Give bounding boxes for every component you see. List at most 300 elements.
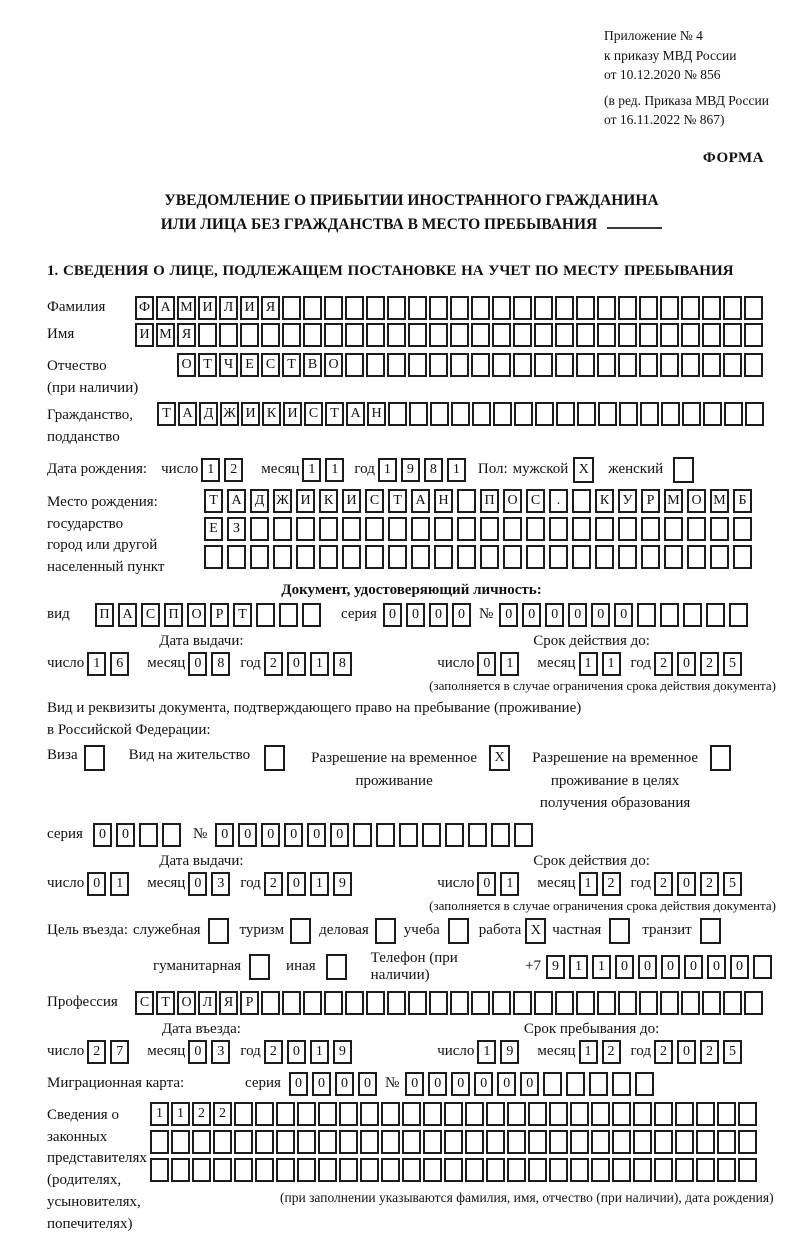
entry-day-input[interactable] [87,1040,133,1064]
char-cell[interactable] [208,918,229,944]
char-cell[interactable] [660,603,679,627]
char-cell[interactable] [549,545,568,569]
char-cell[interactable]: 2 [224,458,243,482]
char-cell[interactable] [471,296,490,320]
char-cell[interactable]: 5 [723,652,742,676]
doc-issue-year-input[interactable] [264,652,356,676]
entry-year-input[interactable] [264,1040,356,1064]
char-cell[interactable] [402,1102,421,1126]
char-cell[interactable]: 1 [500,652,519,676]
char-cell[interactable] [471,323,490,347]
char-cell[interactable] [618,353,637,377]
char-cell[interactable] [724,402,743,426]
char-cell[interactable] [423,1102,442,1126]
char-cell[interactable] [324,323,343,347]
char-cell[interactable] [639,991,658,1015]
char-cell[interactable] [702,296,721,320]
char-cell[interactable]: П [480,489,499,513]
char-cell[interactable]: 1 [110,872,129,896]
char-cell[interactable] [633,1158,652,1182]
char-cell[interactable] [366,353,385,377]
char-cell[interactable] [597,296,616,320]
char-cell[interactable] [296,517,315,541]
char-cell[interactable] [681,296,700,320]
char-cell[interactable] [387,991,406,1015]
char-cell[interactable] [450,296,469,320]
char-cell[interactable] [528,1158,547,1182]
birth-place-line1-input[interactable] [204,489,756,513]
char-cell[interactable]: 0 [684,955,703,979]
char-cell[interactable]: С [135,991,154,1015]
char-cell[interactable]: С [304,402,323,426]
char-cell[interactable] [250,517,269,541]
char-cell[interactable] [282,991,301,1015]
char-cell[interactable] [534,991,553,1015]
char-cell[interactable]: А [346,402,365,426]
char-cell[interactable] [318,1102,337,1126]
char-cell[interactable] [696,1102,715,1126]
char-cell[interactable]: 1 [569,955,588,979]
char-cell[interactable]: Т [157,402,176,426]
birth-place-line3-input[interactable] [204,545,756,569]
char-cell[interactable] [366,296,385,320]
char-cell[interactable]: 3 [211,1040,230,1064]
char-cell[interactable] [492,991,511,1015]
char-cell[interactable]: 6 [110,652,129,676]
char-cell[interactable] [597,353,616,377]
char-cell[interactable] [255,1102,274,1126]
char-cell[interactable] [234,1158,253,1182]
char-cell[interactable] [486,1102,505,1126]
char-cell[interactable] [555,991,574,1015]
char-cell[interactable]: С [261,353,280,377]
char-cell[interactable]: 0 [289,1072,308,1096]
char-cell[interactable] [572,489,591,513]
char-cell[interactable] [303,323,322,347]
char-cell[interactable] [717,1102,736,1126]
char-cell[interactable]: 0 [307,823,326,847]
char-cell[interactable]: Я [219,991,238,1015]
char-cell[interactable]: Т [388,489,407,513]
char-cell[interactable] [402,1158,421,1182]
char-cell[interactable] [738,1130,757,1154]
char-cell[interactable] [492,323,511,347]
char-cell[interactable] [577,402,596,426]
char-cell[interactable]: 0 [677,872,696,896]
char-cell[interactable]: 2 [264,1040,283,1064]
char-cell[interactable]: А [118,603,137,627]
char-cell[interactable] [576,353,595,377]
migration-number-input[interactable] [405,1072,658,1096]
char-cell[interactable]: 0 [677,652,696,676]
char-cell[interactable] [319,545,338,569]
char-cell[interactable]: Я [261,296,280,320]
char-cell[interactable] [612,1072,631,1096]
char-cell[interactable]: 0 [638,955,657,979]
char-cell[interactable]: 1 [150,1102,169,1126]
char-cell[interactable] [706,603,725,627]
char-cell[interactable]: 3 [211,872,230,896]
char-cell[interactable]: 0 [358,1072,377,1096]
char-cell[interactable] [150,1158,169,1182]
permit-valid-year-input[interactable] [654,872,746,896]
char-cell[interactable] [534,296,553,320]
char-cell[interactable] [276,1102,295,1126]
char-cell[interactable]: Л [198,991,217,1015]
char-cell[interactable]: В [303,353,322,377]
char-cell[interactable] [444,1130,463,1154]
char-cell[interactable] [450,991,469,1015]
char-cell[interactable] [744,323,763,347]
char-cell[interactable]: X [489,745,510,771]
purpose-tourism-checkbox[interactable] [290,918,313,944]
char-cell[interactable]: С [526,489,545,513]
char-cell[interactable]: 9 [333,872,352,896]
char-cell[interactable]: 0 [477,872,496,896]
char-cell[interactable]: О [503,489,522,513]
phone-input[interactable] [546,955,776,979]
char-cell[interactable]: 1 [310,1040,329,1064]
char-cell[interactable] [282,296,301,320]
char-cell[interactable] [273,545,292,569]
gender-female-checkbox[interactable] [673,457,696,483]
char-cell[interactable] [297,1102,316,1126]
char-cell[interactable] [388,517,407,541]
char-cell[interactable]: 1 [310,652,329,676]
char-cell[interactable] [723,991,742,1015]
permit-series-input[interactable] [93,823,185,847]
char-cell[interactable] [598,402,617,426]
char-cell[interactable]: С [141,603,160,627]
char-cell[interactable]: И [135,323,154,347]
char-cell[interactable] [595,517,614,541]
char-cell[interactable] [639,296,658,320]
char-cell[interactable] [555,353,574,377]
char-cell[interactable]: О [324,353,343,377]
char-cell[interactable]: 0 [87,872,106,896]
char-cell[interactable] [576,991,595,1015]
char-cell[interactable] [450,323,469,347]
char-cell[interactable] [702,323,721,347]
char-cell[interactable] [513,991,532,1015]
doc-issue-day-input[interactable] [87,652,133,676]
char-cell[interactable] [717,1130,736,1154]
char-cell[interactable] [700,918,721,944]
gender-male-checkbox[interactable] [573,457,596,483]
char-cell[interactable]: X [573,457,594,483]
char-cell[interactable] [639,353,658,377]
char-cell[interactable] [503,517,522,541]
char-cell[interactable] [641,517,660,541]
char-cell[interactable] [409,402,428,426]
char-cell[interactable] [434,545,453,569]
char-cell[interactable]: 0 [522,603,541,627]
char-cell[interactable]: 0 [568,603,587,627]
edu-permit-checkbox[interactable] [710,745,733,771]
char-cell[interactable] [429,353,448,377]
char-cell[interactable] [297,1130,316,1154]
char-cell[interactable] [360,1102,379,1126]
char-cell[interactable] [639,323,658,347]
doc-issue-month-input[interactable] [188,652,234,676]
char-cell[interactable]: 0 [287,1040,306,1064]
char-cell[interactable] [353,823,372,847]
char-cell[interactable] [399,823,418,847]
char-cell[interactable]: 0 [661,955,680,979]
char-cell[interactable]: 0 [215,823,234,847]
char-cell[interactable] [423,1130,442,1154]
permit-issue-month-input[interactable] [188,872,234,896]
char-cell[interactable] [633,1130,652,1154]
char-cell[interactable] [411,545,430,569]
char-cell[interactable] [192,1130,211,1154]
citizenship-input[interactable] [157,402,766,426]
char-cell[interactable] [549,517,568,541]
char-cell[interactable] [273,517,292,541]
char-cell[interactable] [528,1130,547,1154]
char-cell[interactable]: И [283,402,302,426]
char-cell[interactable]: М [177,296,196,320]
char-cell[interactable]: 0 [238,823,257,847]
char-cell[interactable]: 1 [171,1102,190,1126]
char-cell[interactable] [654,1102,673,1126]
doc-number-input[interactable] [499,603,752,627]
char-cell[interactable] [256,603,275,627]
title-blank-underline[interactable] [607,215,662,229]
char-cell[interactable]: 1 [579,652,598,676]
char-cell[interactable] [457,489,476,513]
char-cell[interactable]: О [687,489,706,513]
char-cell[interactable] [660,296,679,320]
char-cell[interactable]: 0 [188,1040,207,1064]
purpose-private-checkbox[interactable] [609,918,632,944]
char-cell[interactable] [444,1102,463,1126]
char-cell[interactable]: 1 [592,955,611,979]
char-cell[interactable] [681,353,700,377]
char-cell[interactable] [408,323,427,347]
char-cell[interactable]: И [240,296,259,320]
char-cell[interactable] [472,402,491,426]
char-cell[interactable]: 9 [401,458,420,482]
char-cell[interactable]: И [296,489,315,513]
char-cell[interactable]: С [365,489,384,513]
char-cell[interactable] [457,517,476,541]
char-cell[interactable] [296,545,315,569]
char-cell[interactable]: 0 [428,1072,447,1096]
char-cell[interactable]: Н [367,402,386,426]
char-cell[interactable] [618,517,637,541]
char-cell[interactable] [303,991,322,1015]
char-cell[interactable]: Ж [273,489,292,513]
char-cell[interactable] [388,402,407,426]
char-cell[interactable] [633,1102,652,1126]
char-cell[interactable] [250,545,269,569]
char-cell[interactable] [618,323,637,347]
char-cell[interactable]: 0 [677,1040,696,1064]
char-cell[interactable] [290,918,311,944]
char-cell[interactable] [326,954,347,980]
char-cell[interactable]: К [595,489,614,513]
char-cell[interactable] [240,323,259,347]
char-cell[interactable] [411,517,430,541]
char-cell[interactable]: Т [198,353,217,377]
birth-day-input[interactable] [201,458,247,482]
char-cell[interactable] [213,1158,232,1182]
char-cell[interactable] [255,1158,274,1182]
char-cell[interactable] [555,323,574,347]
char-cell[interactable]: К [319,489,338,513]
char-cell[interactable] [597,991,616,1015]
char-cell[interactable] [339,1102,358,1126]
char-cell[interactable]: Р [641,489,660,513]
char-cell[interactable] [640,402,659,426]
char-cell[interactable] [609,918,630,944]
char-cell[interactable]: 2 [264,652,283,676]
char-cell[interactable]: 0 [383,603,402,627]
char-cell[interactable]: 2 [264,872,283,896]
char-cell[interactable]: 0 [520,1072,539,1096]
char-cell[interactable] [570,1102,589,1126]
doc-series-input[interactable] [383,603,475,627]
char-cell[interactable]: Б [733,489,752,513]
char-cell[interactable]: 0 [615,955,634,979]
char-cell[interactable] [744,991,763,1015]
char-cell[interactable] [534,353,553,377]
char-cell[interactable]: 0 [93,823,112,847]
char-cell[interactable] [451,402,470,426]
char-cell[interactable] [744,353,763,377]
char-cell[interactable] [566,1072,585,1096]
purpose-study-checkbox[interactable] [448,918,471,944]
purpose-business-checkbox[interactable] [375,918,398,944]
char-cell[interactable]: А [178,402,197,426]
birth-place-line2-input[interactable] [204,517,756,541]
char-cell[interactable] [738,1102,757,1126]
char-cell[interactable] [549,1130,568,1154]
char-cell[interactable]: Т [282,353,301,377]
char-cell[interactable]: 2 [602,1040,621,1064]
char-cell[interactable]: Т [204,489,223,513]
char-cell[interactable]: 7 [110,1040,129,1064]
char-cell[interactable] [618,991,637,1015]
char-cell[interactable] [696,1130,715,1154]
char-cell[interactable] [673,457,694,483]
char-cell[interactable]: Д [250,489,269,513]
char-cell[interactable] [171,1130,190,1154]
char-cell[interactable]: 0 [287,872,306,896]
char-cell[interactable]: З [227,517,246,541]
char-cell[interactable]: П [95,603,114,627]
char-cell[interactable]: А [227,489,246,513]
char-cell[interactable]: 0 [335,1072,354,1096]
char-cell[interactable]: 2 [213,1102,232,1126]
char-cell[interactable]: 0 [188,872,207,896]
char-cell[interactable]: О [187,603,206,627]
char-cell[interactable]: Ф [135,296,154,320]
char-cell[interactable]: Ж [220,402,239,426]
char-cell[interactable] [249,954,270,980]
char-cell[interactable] [641,545,660,569]
char-cell[interactable] [171,1158,190,1182]
char-cell[interactable] [654,1130,673,1154]
char-cell[interactable]: 0 [545,603,564,627]
char-cell[interactable] [430,402,449,426]
char-cell[interactable] [264,745,285,771]
char-cell[interactable]: 0 [312,1072,331,1096]
purpose-work-checkbox[interactable] [525,918,548,944]
char-cell[interactable] [612,1158,631,1182]
char-cell[interactable] [360,1158,379,1182]
char-cell[interactable]: О [177,353,196,377]
char-cell[interactable] [319,517,338,541]
char-cell[interactable] [345,353,364,377]
char-cell[interactable] [576,296,595,320]
char-cell[interactable] [654,1158,673,1182]
char-cell[interactable]: 1 [325,458,344,482]
char-cell[interactable] [733,545,752,569]
char-cell[interactable]: О [177,991,196,1015]
char-cell[interactable]: Ч [219,353,238,377]
char-cell[interactable] [139,823,158,847]
migration-series-input[interactable] [289,1072,381,1096]
char-cell[interactable] [702,991,721,1015]
surname-input[interactable] [135,296,765,320]
char-cell[interactable] [429,296,448,320]
doc-valid-day-input[interactable] [477,652,523,676]
char-cell[interactable] [570,1130,589,1154]
char-cell[interactable] [408,991,427,1015]
profession-input[interactable] [135,991,765,1015]
stay-day-input[interactable] [477,1040,523,1064]
purpose-other-checkbox[interactable] [326,954,349,980]
char-cell[interactable]: И [241,402,260,426]
char-cell[interactable] [448,918,469,944]
char-cell[interactable]: 9 [333,1040,352,1064]
char-cell[interactable]: М [710,489,729,513]
char-cell[interactable] [675,1158,694,1182]
char-cell[interactable] [387,353,406,377]
char-cell[interactable] [491,823,510,847]
char-cell[interactable] [710,545,729,569]
char-cell[interactable]: Р [240,991,259,1015]
char-cell[interactable] [549,1158,568,1182]
char-cell[interactable] [381,1130,400,1154]
purpose-transit-checkbox[interactable] [700,918,723,944]
char-cell[interactable]: 0 [614,603,633,627]
char-cell[interactable] [342,545,361,569]
char-cell[interactable] [261,323,280,347]
char-cell[interactable] [303,296,322,320]
char-cell[interactable]: 1 [602,652,621,676]
char-cell[interactable]: П [164,603,183,627]
stay-month-input[interactable] [579,1040,625,1064]
char-cell[interactable]: 2 [700,652,719,676]
char-cell[interactable]: Т [325,402,344,426]
doc-valid-year-input[interactable] [654,652,746,676]
char-cell[interactable] [422,823,441,847]
char-cell[interactable] [365,517,384,541]
char-cell[interactable]: 0 [261,823,280,847]
char-cell[interactable] [738,1158,757,1182]
char-cell[interactable]: 2 [700,872,719,896]
char-cell[interactable] [543,1072,562,1096]
char-cell[interactable] [710,517,729,541]
char-cell[interactable] [345,296,364,320]
char-cell[interactable] [493,402,512,426]
char-cell[interactable]: Я [177,323,196,347]
char-cell[interactable] [261,991,280,1015]
char-cell[interactable] [526,517,545,541]
